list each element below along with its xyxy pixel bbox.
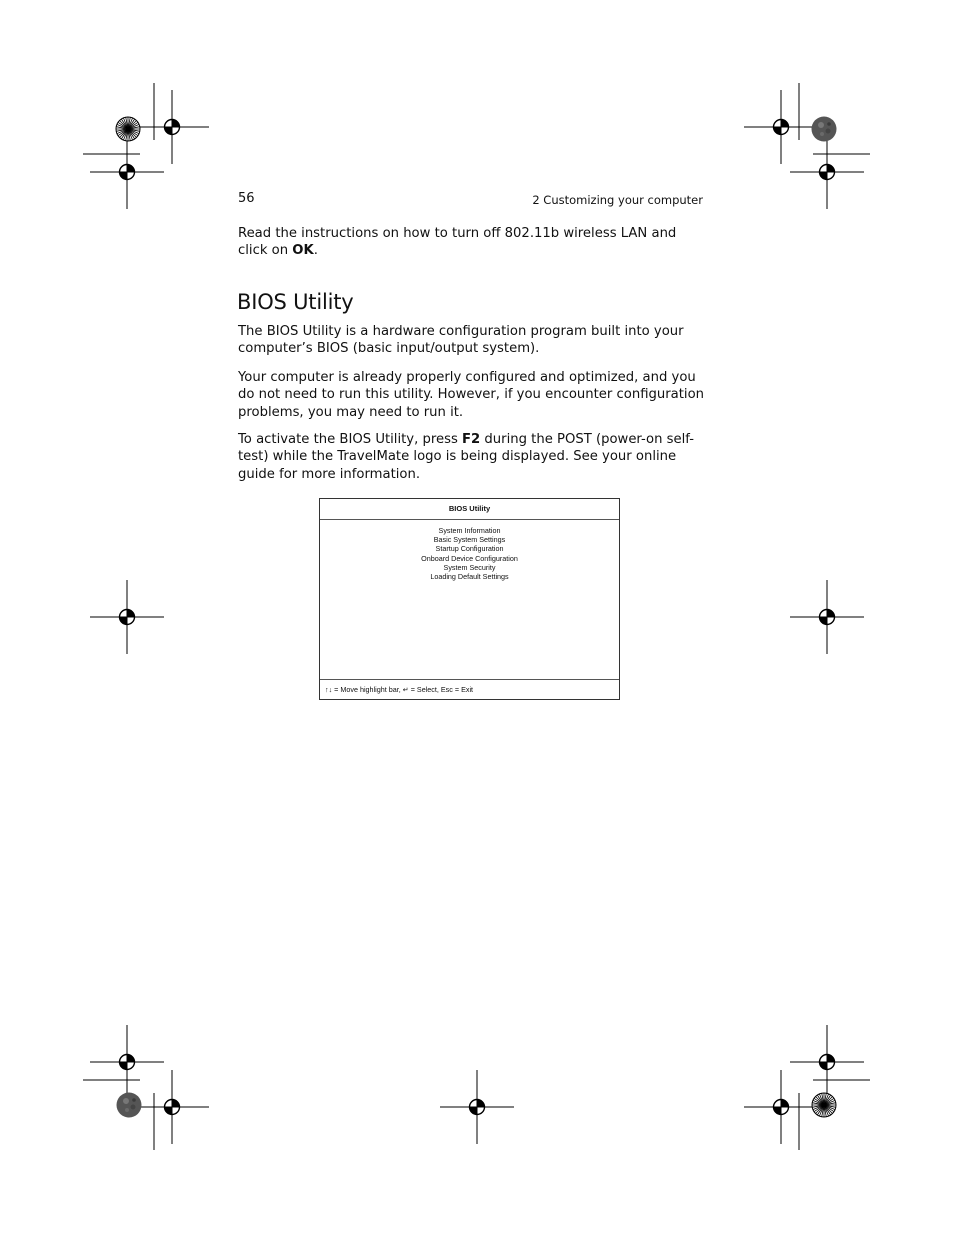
paragraph-3-text-end: during the POST (power-on self-test) while the TravelMate logo is being displayed. See your online guide for more information.	[238, 432, 694, 482]
running-header: 2 Customizing your computer	[532, 193, 703, 207]
bios-menu-item: System Information	[438, 526, 501, 535]
intro-text: Read the instructions on how to turn off 802.11b wireless LAN and click on	[238, 226, 677, 259]
bios-menu-item: Basic System Settings	[433, 535, 506, 545]
intro-paragraph	[238, 225, 708, 260]
bios-menu-item: System Security	[443, 562, 496, 572]
page-number: 56	[238, 191, 255, 206]
bios-menu-item: Loading Default Settings	[430, 572, 509, 582]
bios-key-help: ↑↓ = Move highlight bar, ↵ = Select, Esc = Exit	[320, 679, 619, 699]
paragraph-2: Your computer is already properly configured and optimized, and you do not need to run this utility. However, if you encounter configuration problems, you may need to run it.	[238, 370, 704, 420]
bios-menu-item: Onboard Device Configuration	[421, 553, 518, 563]
bios-title: BIOS Utility	[320, 499, 619, 520]
intro-text-end: .	[313, 243, 318, 259]
paragraph-1: The BIOS Utility is a hardware configuration program built into your computer’s BIOS (basic input/output system).	[238, 324, 684, 357]
paragraph-3	[238, 431, 708, 483]
section-title: BIOS Utility	[237, 290, 354, 314]
paragraph-3-text: To activate the BIOS Utility, press	[238, 432, 463, 447]
bios-screen-figure	[319, 498, 620, 700]
bios-menu	[320, 520, 619, 581]
bios-menu-item: Startup Configuration	[435, 544, 504, 554]
ok-keyword: OK	[292, 243, 314, 259]
f2-key: F2	[462, 432, 481, 447]
